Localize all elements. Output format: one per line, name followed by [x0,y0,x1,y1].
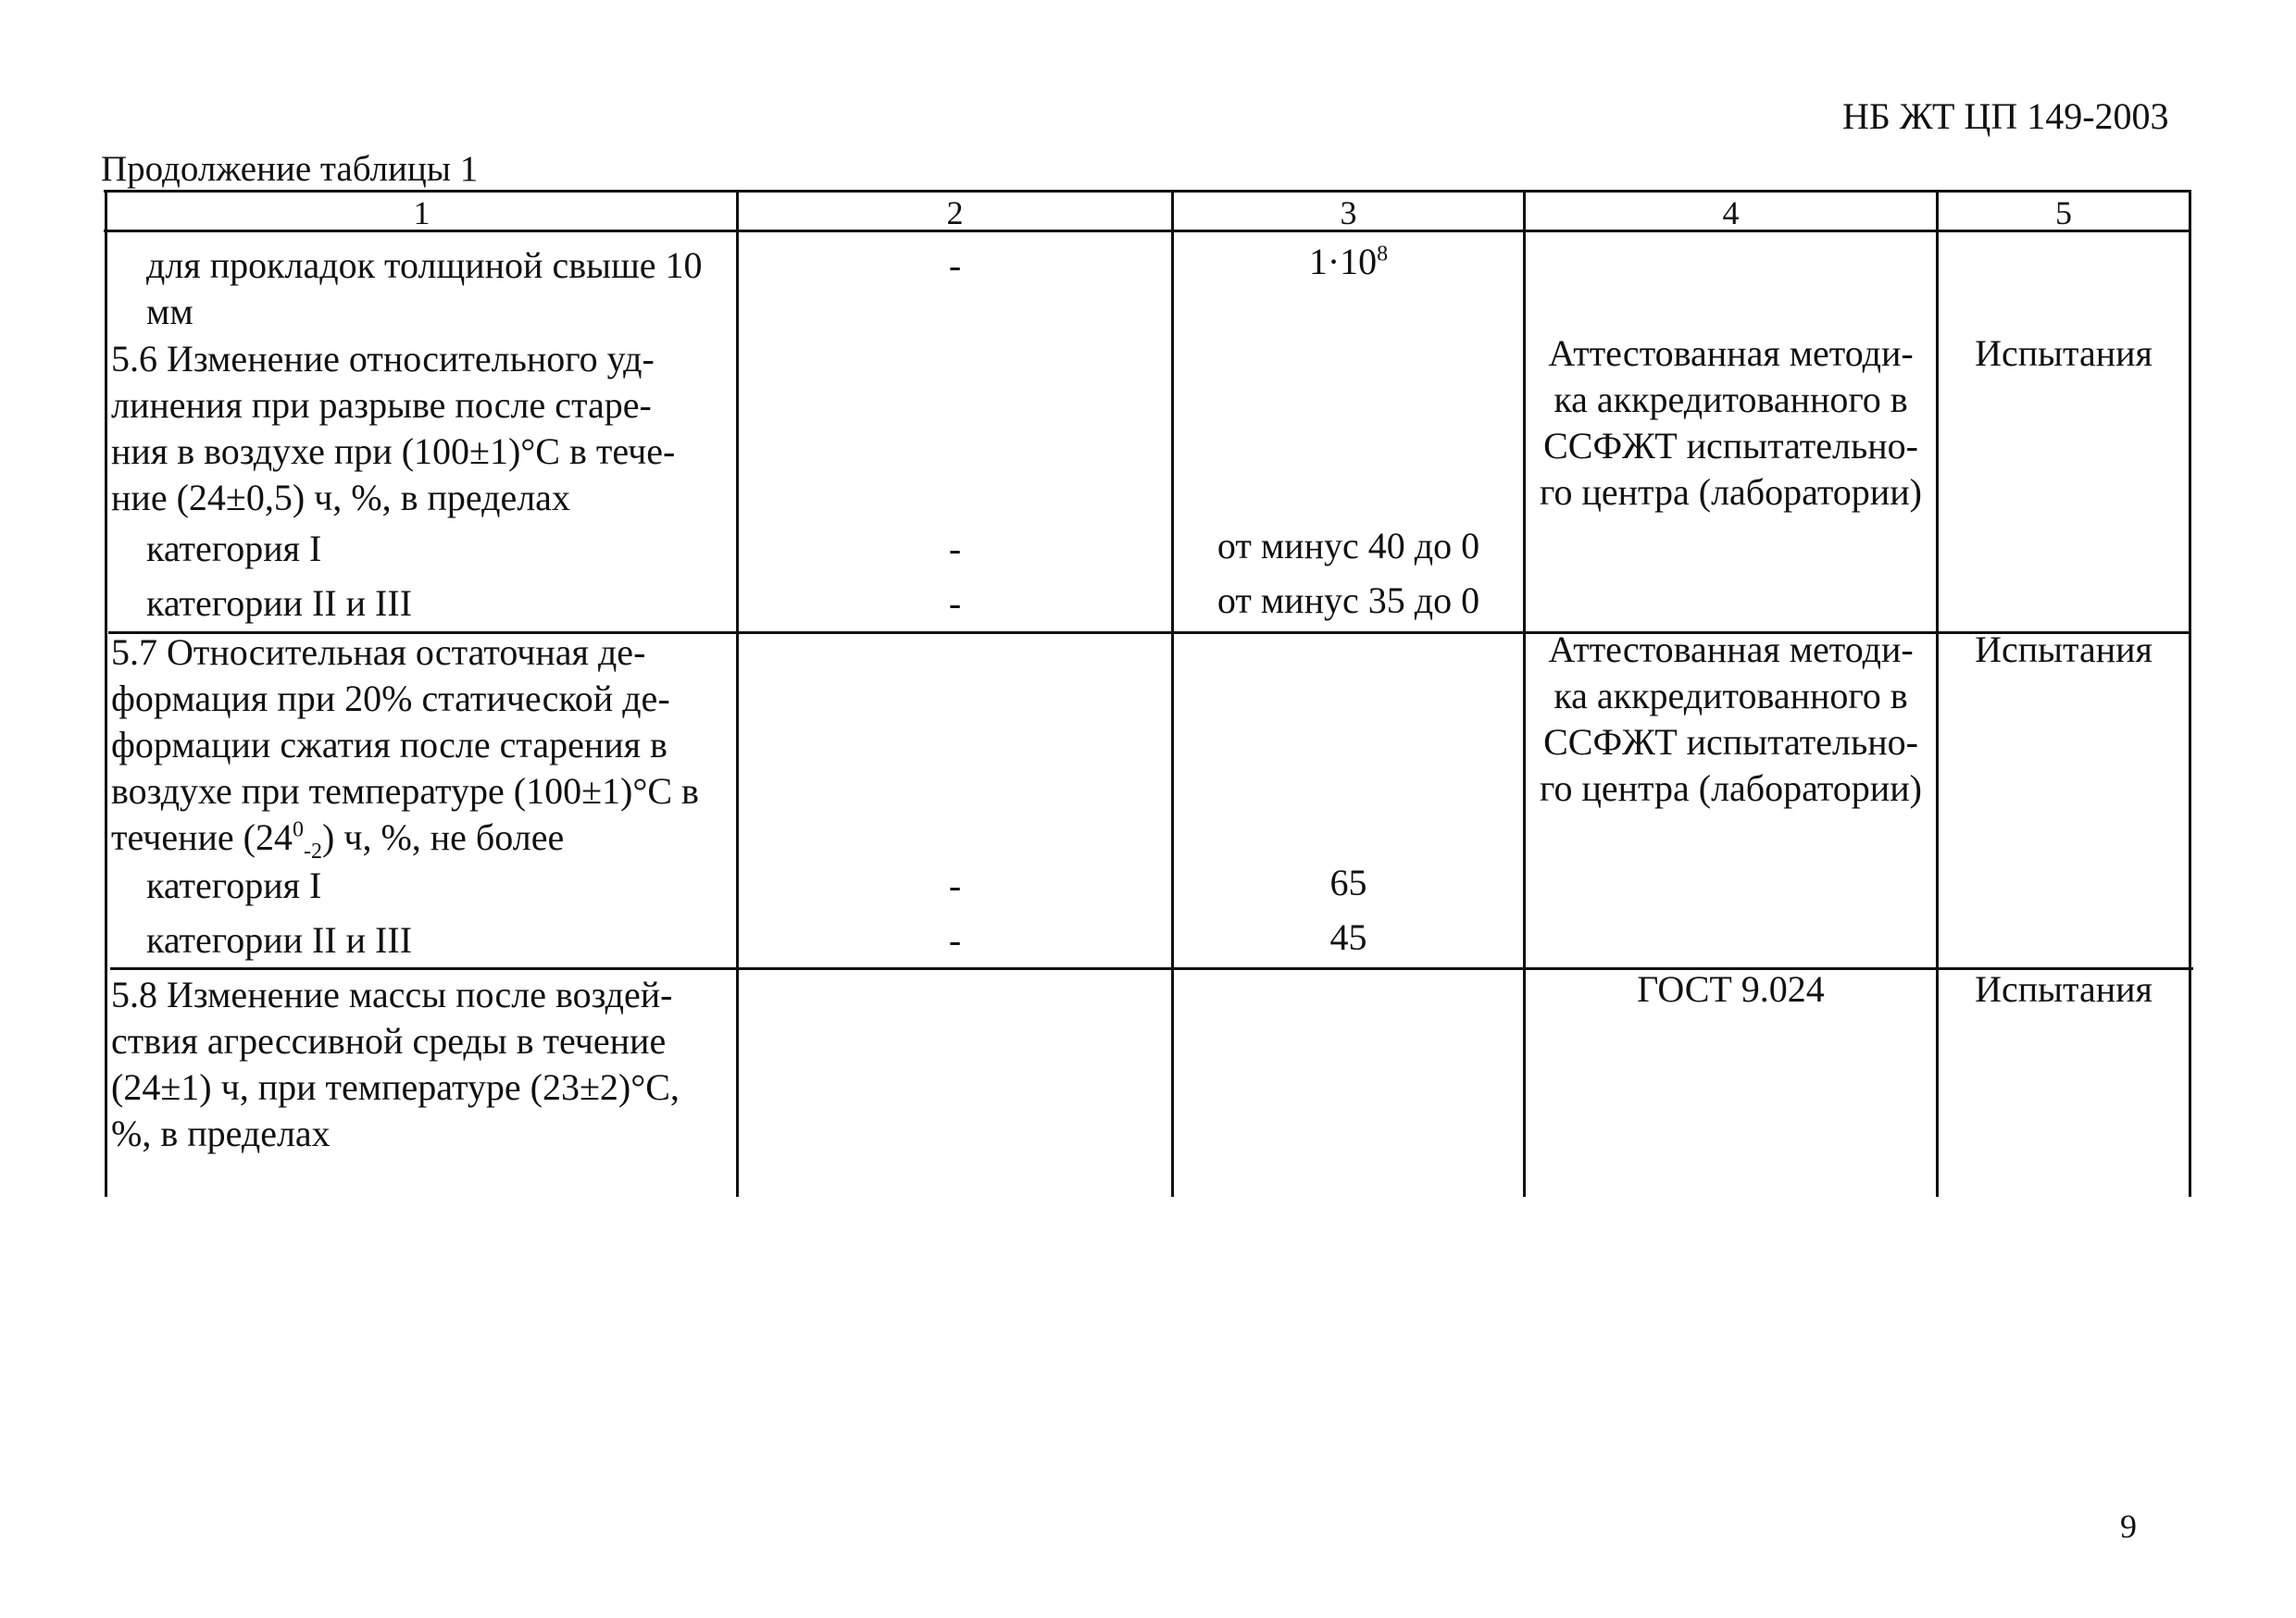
table-left-border [105,190,107,1197]
title-text: ) ч, %, не более [322,816,565,858]
document-code: НБ ЖТ ЦП 149-2003 [1842,95,2169,137]
section-5-7-category-1-value: 65 [1329,862,1367,903]
section-5-6-category-1-label: категория I [146,528,322,569]
section-5-7-method-line: ка аккредитованного в [1554,675,1908,716]
section-5-7-title-line [111,815,565,864]
section-5-7-category-2-value: 45 [1329,916,1367,958]
table-right-border [2189,190,2191,1197]
col-divider-1-2 [736,190,739,1197]
header-col-4: 4 [1722,194,1740,231]
table-top-border [104,190,2190,193]
value-base: 1·10 [1308,241,1378,282]
value-exponent: 8 [1377,242,1389,267]
section-5-6-category-1-col2: - [948,528,962,569]
section-5-6-category-2-value: от минус 35 до 0 [1217,579,1480,621]
header-col-3: 3 [1340,194,1357,231]
section-5-7-category-1-col2: - [948,865,962,906]
section-5-6-method-line: ка аккредитованного в [1554,379,1908,420]
section-5-7-category-2-col2: - [948,919,962,961]
header-col-5: 5 [2055,194,2072,231]
section-5-6-method-line: ССФЖТ испытательно- [1543,425,1918,467]
section-5-7-method-line: го центра (лаборатории) [1540,767,1922,809]
section-5-8-title-line: ствия агрессивной среды в течение [111,1020,667,1062]
title-text: течение (24 [111,816,293,858]
section-5-6-title-line: ния в воздухе при (100±1)°С в тече- [111,430,676,472]
section-5-8-method: ГОСТ 9.024 [1637,968,1825,1010]
section-5-6-category-1-value: от минус 40 до 0 [1217,525,1480,566]
section-5-7-title-line: формация при 20% статической де- [111,678,670,719]
section-5-7-method-line: Аттестованная методи- [1548,629,1914,670]
section-5-7-title-line: воздухе при температуре (100±1)°С в [111,770,699,812]
section-5-6-method-line: Аттестованная методи- [1548,332,1914,374]
header-col-1: 1 [413,194,430,231]
section-5-6-control: Испытания [1975,332,2152,374]
section-5-7-method-line: ССФЖТ испытательно- [1543,721,1918,763]
section-5-8-title-line: %, в пределах [111,1113,331,1154]
row-thick-gasket-col2: - [948,244,962,286]
section-5-7-control: Испытания [1975,629,2152,670]
section-5-7-category-2-label: категории II и III [146,919,413,961]
section-5-6-category-2-label: категории II и III [146,582,413,624]
title-subscript: -2 [304,840,322,864]
table-caption: Продолжение таблицы 1 [101,149,479,189]
row-thick-gasket-label-cont: мм [146,291,193,332]
section-5-6-title-line: линения при разрыве после старе- [111,384,652,426]
section-5-6-category-2-col2: - [948,582,962,624]
page-number: 9 [2120,1508,2137,1545]
section-5-6-title-line: ние (24±0,5) ч, %, в пределах [111,477,570,518]
section-5-8-title-line: 5.8 Изменение массы после воздей- [111,974,673,1015]
section-5-6-method-line: го центра (лаборатории) [1540,471,1922,513]
section-5-8-control: Испытания [1975,968,2152,1010]
row-thick-gasket-label: для прокладок толщиной свыше 10 [146,244,703,286]
col-divider-2-3 [1171,190,1174,1197]
section-5-7-title-line: формации сжатия после старения в [111,724,668,765]
header-col-2: 2 [946,194,964,231]
section-5-7-title-line: 5.7 Относительная остаточная де- [111,631,646,673]
title-superscript: 0 [293,817,304,842]
section-5-8-title-line: (24±1) ч, при температуре (23±2)°С, [111,1066,680,1108]
section-5-6-title-line: 5.6 Изменение относительного уд- [111,338,655,380]
row-thick-gasket-col3 [1174,239,1523,285]
section-5-7-category-1-label: категория I [146,865,322,906]
